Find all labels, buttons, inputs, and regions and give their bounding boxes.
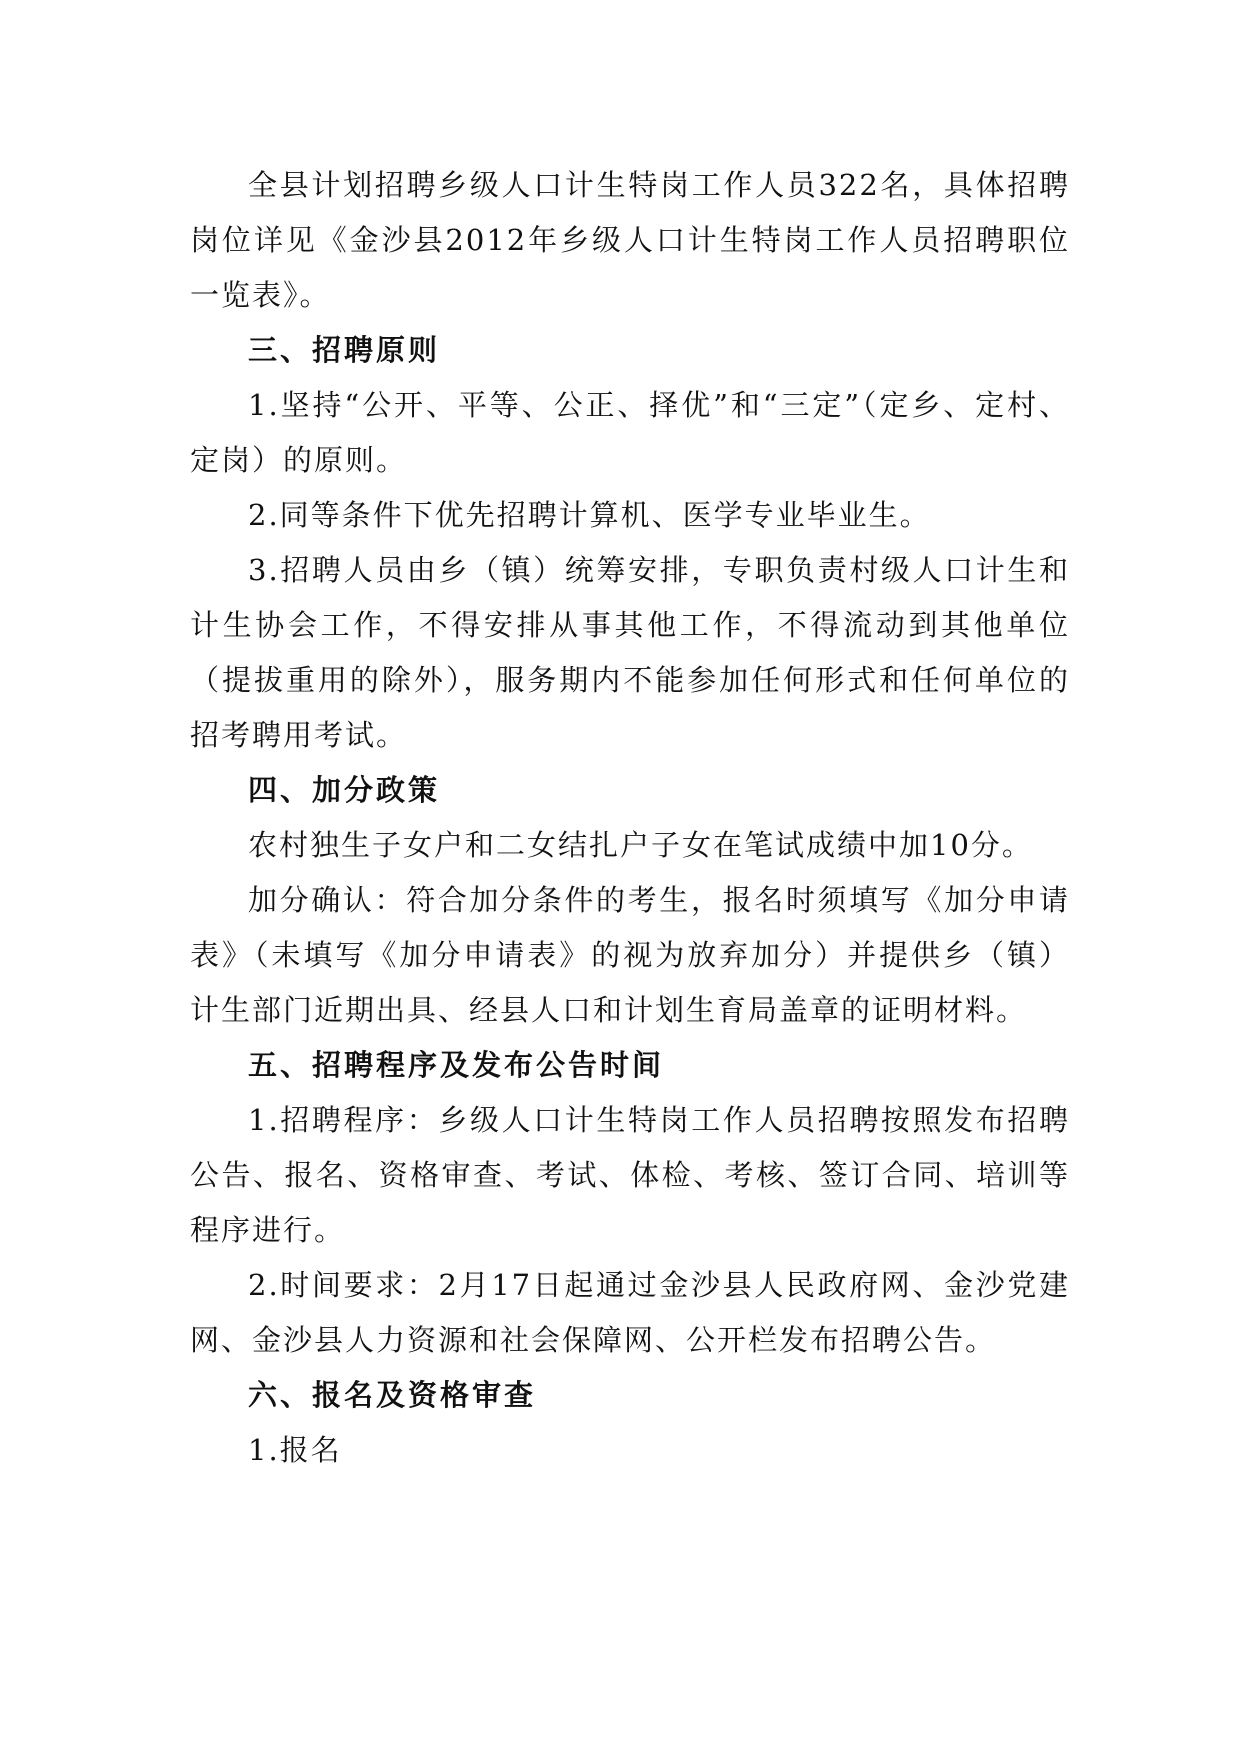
- section-heading-bonus-policy: 四、加分政策: [248, 773, 441, 807]
- procedure-item-2: 2.时间要求：2月17日起通过金沙县人民政府网、金沙党建网、金沙县人力资源和社会保障网、公开栏发布招聘公告。: [190, 1268, 1070, 1357]
- bonus-item-2: 加分确认：符合加分条件的考生，报名时须填写《加分申请表》（未填写《加分申请表》的视为放弃加分）并提供乡（镇）计生部门近期出具、经县人口和计划生育局盖章的证明材料。: [190, 883, 1070, 1027]
- procedure-item-1: 1.招聘程序：乡级人口计生特岗工作人员招聘按照发布招聘公告、报名、资格审查、考试、体检、考核、签订合同、培训等程序进行。: [190, 1103, 1070, 1247]
- bonus-item-1: 农村独生子女户和二女结扎户子女在笔试成绩中加10分。: [248, 828, 1033, 862]
- section-heading-procedure: 五、招聘程序及发布公告时间: [248, 1048, 665, 1082]
- intro-paragraph: 全县计划招聘乡级人口计生特岗工作人员322名，具体招聘岗位详见《金沙县2012年乡级人口计生特岗工作人员招聘职位一览表》。: [190, 168, 1070, 312]
- registration-item-1: 1.报名: [248, 1433, 342, 1467]
- principle-item-1: 1.坚持“公开、平等、公正、择优”和“三定”（定乡、定村、定岗）的原则。: [190, 388, 1070, 477]
- section-heading-recruitment-principles: 三、招聘原则: [248, 333, 441, 367]
- section-heading-registration: 六、报名及资格审查: [248, 1378, 537, 1412]
- principle-item-2: 2.同等条件下优先招聘计算机、医学专业毕业生。: [248, 498, 931, 532]
- document-body: [190, 158, 1070, 1478]
- principle-item-3: 3.招聘人员由乡（镇）统筹安排，专职负责村级人口计生和计生协会工作，不得安排从事其他工作，不得流动到其他单位（提拔重用的除外），服务期内不能参加任何形式和任何单位的招考聘用考试。: [190, 553, 1070, 752]
